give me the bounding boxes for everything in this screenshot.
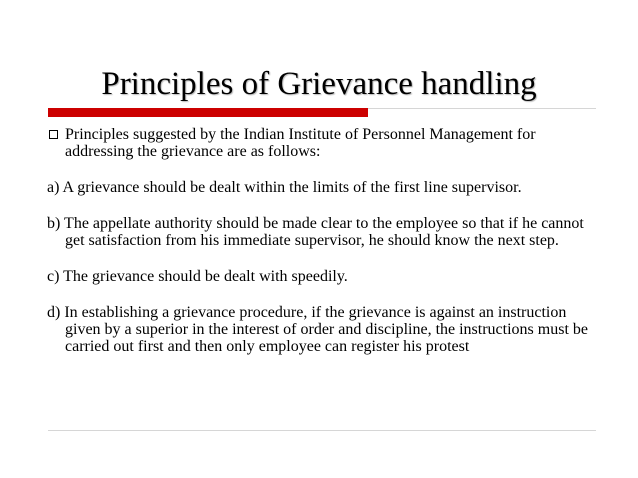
point-b: b) The appellate authority should be made clear to the employee so that if he cannot get satisfaction from his immediate supervisor, he should know the next step.	[47, 215, 584, 249]
point-c: c) The grievance should be dealt with speedily.	[47, 268, 348, 285]
slide-title: Principles of Grievance handling	[101, 66, 537, 102]
title-accent-rule	[48, 108, 368, 117]
title-divider-line	[368, 108, 596, 109]
slide-body	[0, 126, 600, 355]
point-a: a) A grievance should be dealt within the limits of the first line supervisor.	[47, 179, 522, 196]
intro-text: Principles suggested by the Indian Institute of Personnel Management for addressing the grievance are as follows:	[65, 126, 536, 160]
intro-bullet	[0, 126, 600, 160]
point-d: d) In establishing a grievance procedure, if the grievance is against an instruction given by a superior in the interest of order and discipline, the instructions must be carried out first and then only employee can register his protest	[47, 304, 588, 355]
square-bullet-icon	[49, 130, 58, 139]
footer-divider-line	[48, 430, 596, 431]
